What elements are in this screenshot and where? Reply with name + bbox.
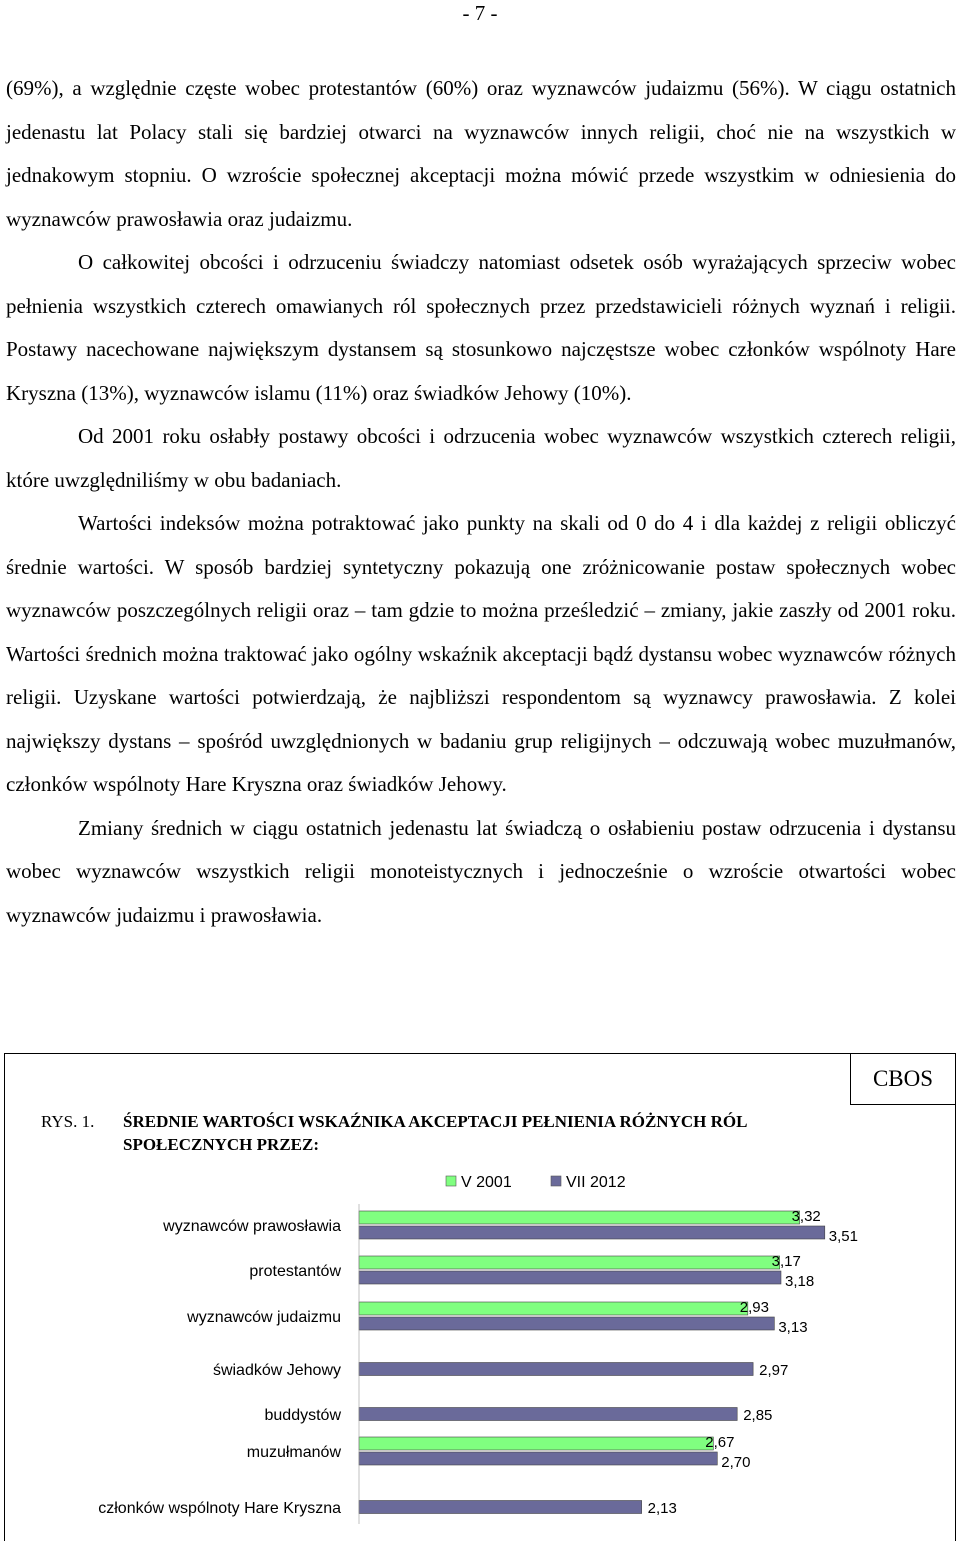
category-label-7: członków wspólnoty Hare Kryszna [98,1500,341,1517]
figure-title: ŚREDNIE WARTOŚCI WSKAŹNIKA AKCEPTACJI PEŁNIENIA RÓŻNYCH RÓL SPOŁECZNYCH PRZEZ: [123,1112,747,1154]
bar-chart [5,1054,957,1542]
body-text [6,67,956,937]
bar-2-4 [359,1363,753,1376]
paragraph-5: Zmiany średnich w ciągu ostatnich jedenastu lat świadczą o osłabieniu postaw odrzucenia i dystansu wobec wyznawców wszystkich religii monoteistycznych i jednocześnie o wzroście otwartości wobec wyznawców judaizmu i prawosławia. [6,815,956,927]
value-label-1-2: 3,17 [771,1253,801,1270]
bar-2-5 [359,1408,737,1421]
figure-label: RYS. 1. [41,1112,95,1131]
figure-box [4,1053,956,1541]
legend-swatch-2 [551,1176,561,1186]
bar-2-2 [359,1271,781,1284]
paragraph-3: Od 2001 roku osłabły postawy obcości i odrzucenia wobec wyznawców wszystkich czterech religii, które uwzględniliśmy w obu badaniach. [6,424,956,492]
paragraph-1: (69%), a względnie częste wobec protestantów (60%) oraz wyznawców judaizmu (56%). W ciągu ostatnich jedenastu lat Polacy stali się bardziej otwarci na wyznawców innych religii, choć nie na wszystkich w jednakowym stopniu. O wzroście społecznej akceptacji można mówić przede wszystkim w odniesienia do wyznawców prawosławia oraz judaizmu. [6,76,956,231]
source-badge: CBOS [850,1053,956,1105]
value-label-1-6: 2,67 [705,1434,735,1451]
value-label-2-2: 3,18 [784,1273,815,1290]
category-label-4: świadków Jehowy [212,1362,341,1379]
value-label-2-4: 2,97 [759,1362,789,1379]
bar-1-1 [359,1211,800,1224]
paragraph-4: Wartości indeksów można potraktować jako punkty na skali od 0 do 4 i dla każdej z religii obliczyć średnie wartości. W sposób bardziej syntetyczny pokazują one zróżnicowanie postaw społecznych wobec wyznawców poszczególnych religii oraz – tam gdzie to można prześledzić – zmiany, jakie zaszły od 2001 roku. Wartości średnich można traktować jako ogólny wskaźnik akceptacji bądź dystansu wobec wyznawców różnych religii. Uzyskane wartości potwierdzają, że najbliższi respondentom są wyznawcy prawosławia. Z kolei największy dystans – spośród uwzględnionych w badaniu grup religijnych – odczuwają wobec muzułmanów, członków wspólnoty Hare Kryszna oraz świadków Jehowy. [6,511,956,796]
value-label-2-3: 3,13 [778,1319,808,1336]
bar-1-2 [359,1256,780,1269]
category-label-2: protestantów [249,1263,341,1280]
bar-2-1 [359,1226,825,1239]
value-label-2-5: 2,85 [743,1407,773,1424]
bar-1-3 [359,1302,748,1315]
category-label-6: muzułmanów [246,1444,341,1461]
legend-label-1: V 2001 [461,1174,512,1191]
value-label-1-1: 3,32 [791,1208,821,1225]
category-label-5: buddystów [264,1407,341,1424]
value-label-2-6: 2,70 [721,1454,751,1471]
category-label-3: wyznawców judaizmu [187,1309,341,1326]
bar-1-6 [359,1437,713,1450]
value-label-2-7: 2,13 [647,1500,677,1517]
legend-label-2: VII 2012 [566,1174,626,1191]
bar-2-6 [359,1452,717,1465]
value-label-1-3: 2,93 [739,1299,770,1316]
legend-swatch-1 [446,1176,456,1186]
value-label-2-1: 3,51 [828,1228,858,1245]
bar-2-3 [359,1317,774,1330]
page-number: - 7 - [462,1,498,25]
category-label-1: wyznawców prawosławia [163,1218,341,1235]
paragraph-2: O całkowitej obcości i odrzuceniu świadczy natomiast odsetek osób wyrażających sprzeciw wobec pełnienia wszystkich czterech omawianych ról społecznych przez przedstawicieli różnych wyznań i religii. Postawy nacechowane największym dystansem są stosunkowo najczęstsze wobec członków wspólnoty Hare Kryszna (13%), wyznawców islamu (11%) oraz świadków Jehowy (10%). [6,250,956,405]
bar-2-7 [359,1501,642,1514]
